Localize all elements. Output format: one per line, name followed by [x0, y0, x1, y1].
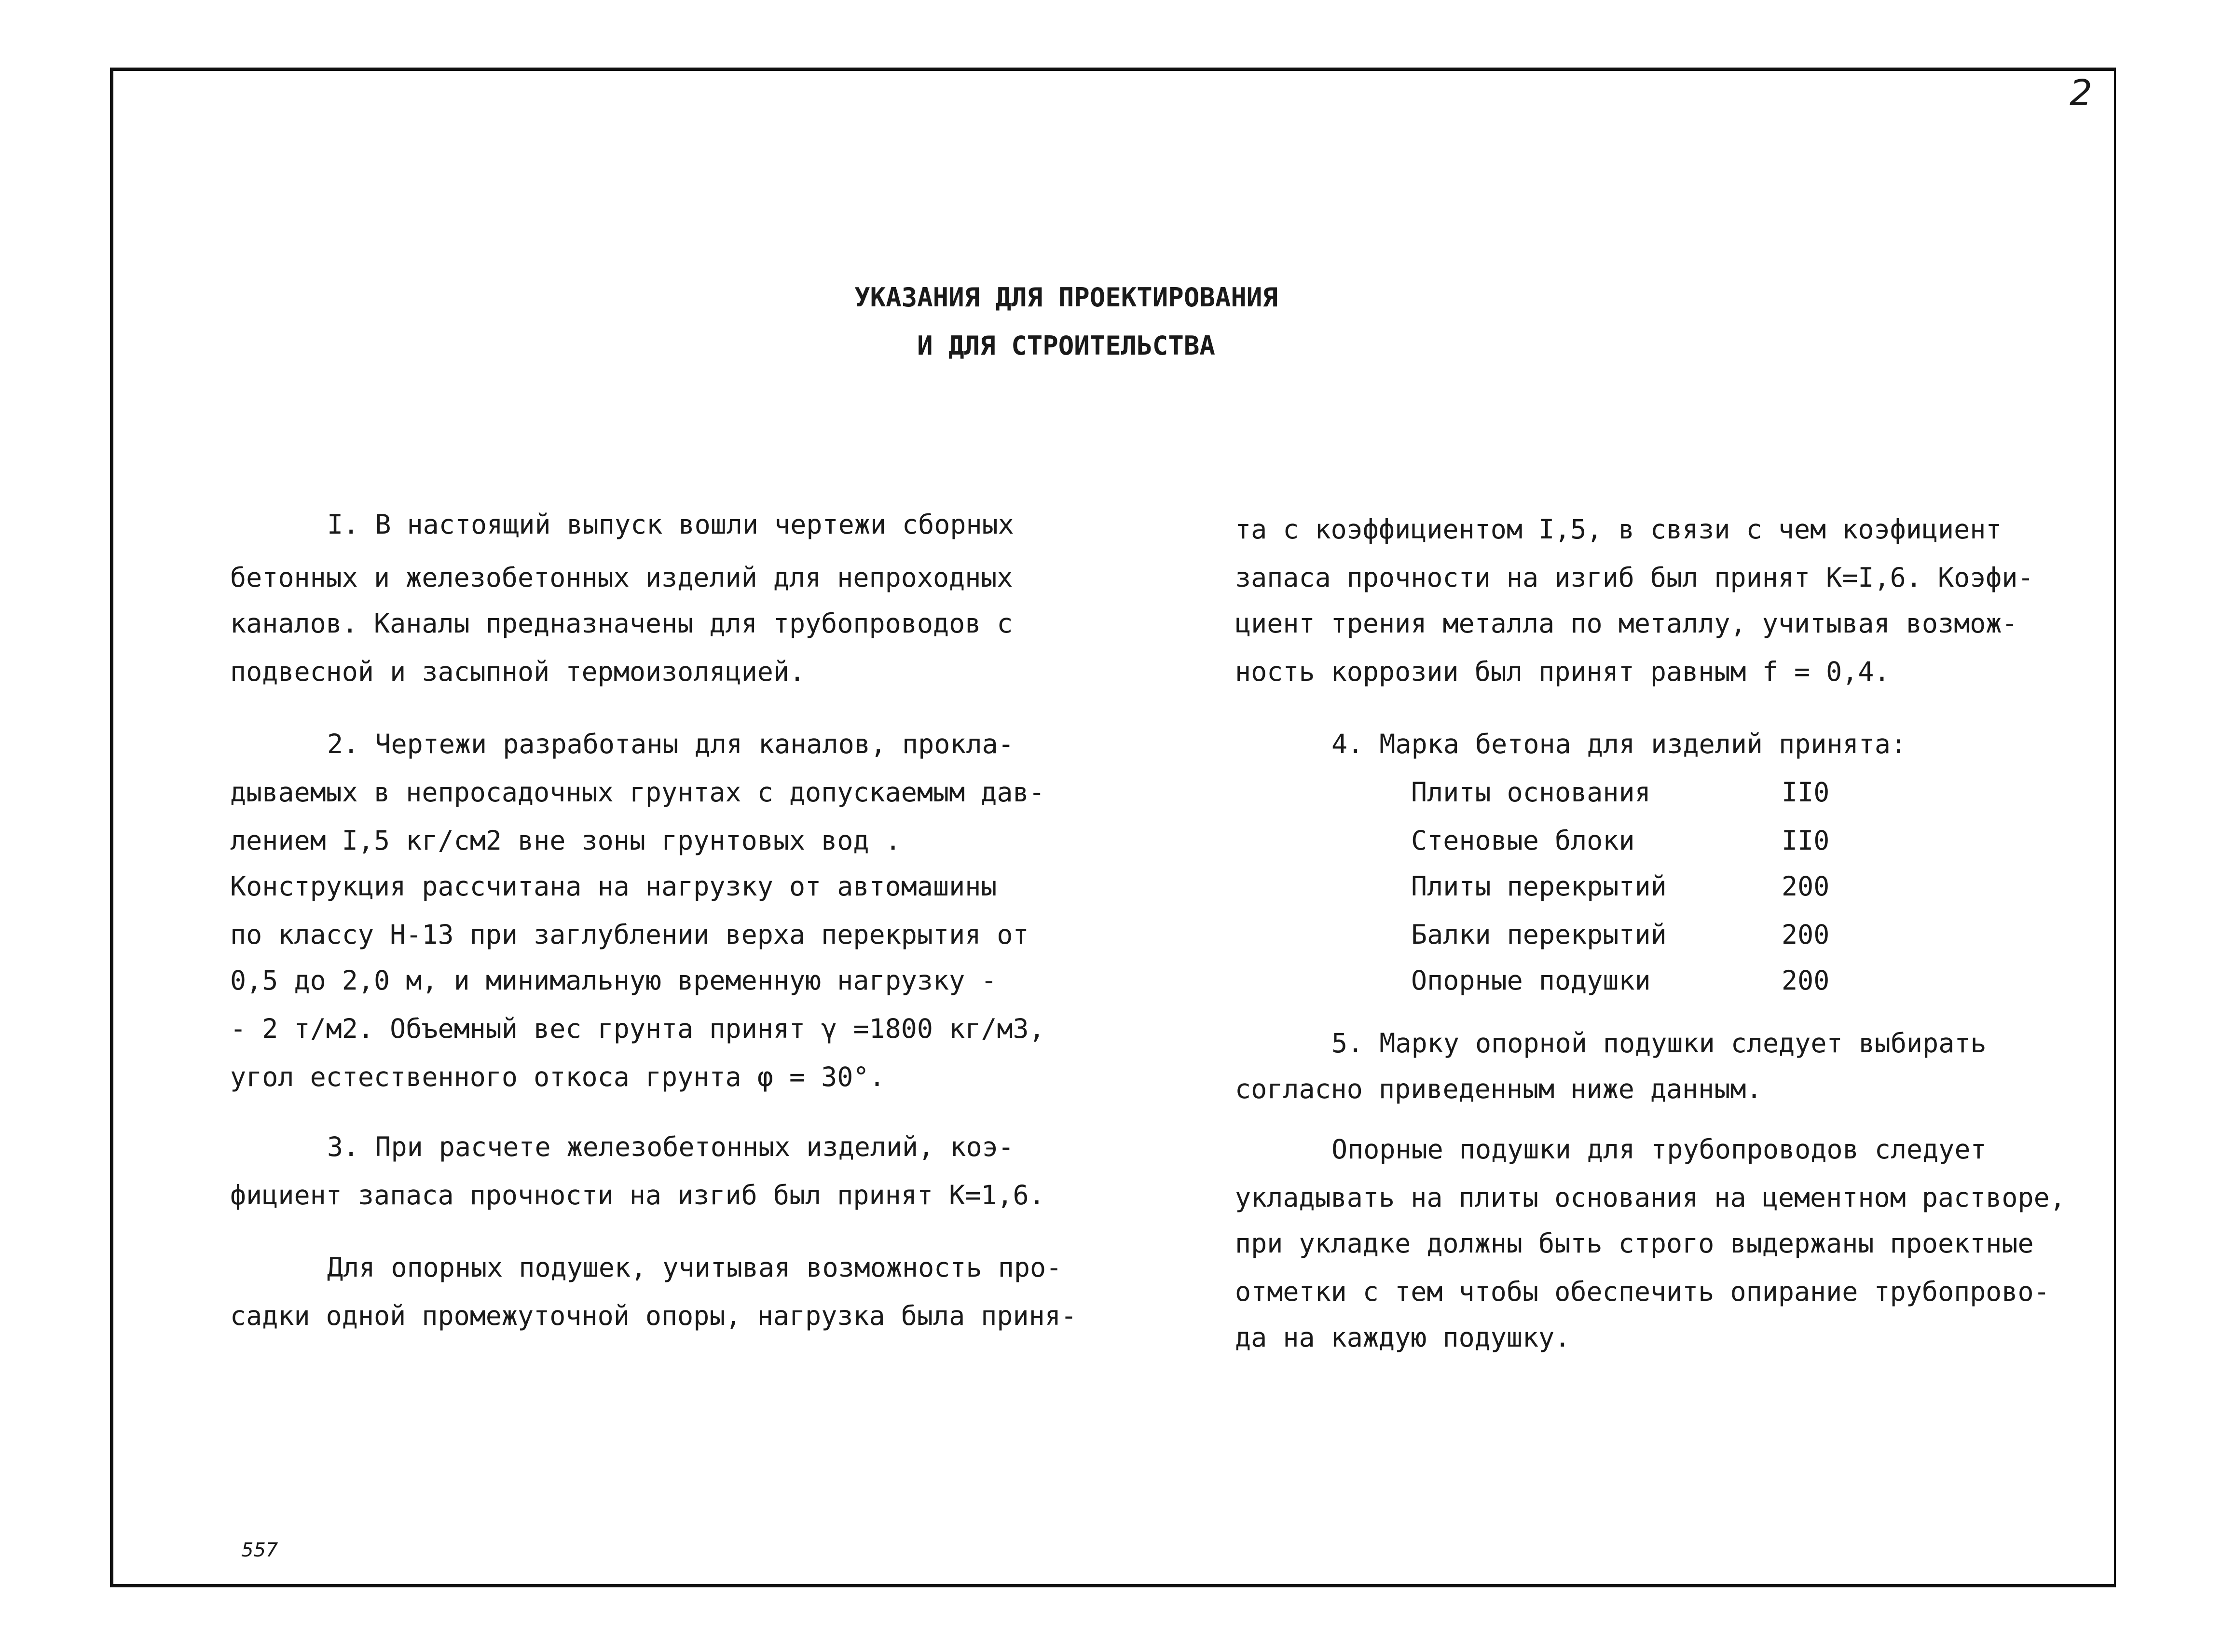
- page-number: 2: [2070, 72, 2093, 114]
- paragraph-1-line: подвесной и засыпной термоизоляцией.: [230, 656, 806, 687]
- paragraph-6-line: Опорные подушки для трубопроводов следует: [1331, 1134, 1987, 1165]
- paragraph-4-cont-line: циент трения металла по металлу, учитывая возмож-: [1235, 608, 2018, 639]
- paragraph-2-line: 2. Чертежи разработаны для каналов, прокла-: [327, 729, 1014, 759]
- paragraph-6-line: при укладке должны быть строго выдержаны проектные: [1235, 1228, 2034, 1259]
- document-title-line-1: УКАЗАНИЯ ДЛЯ ПРОЕКТИРОВАНИЯ: [854, 282, 1278, 313]
- paragraph-2-line: по классу Н-13 при заглублении верха перекрытия от: [230, 919, 1029, 950]
- paragraph-5-line: 5. Марку опорной подушки следует выбирать: [1331, 1028, 1987, 1059]
- paragraph-1-line: I. В настоящий выпуск вошли чертежи сборных: [327, 509, 1014, 540]
- paragraph-3-line: фициент запаса прочности на изгиб был принят К=1,6.: [230, 1180, 1045, 1211]
- paragraph-4-cont-line: та с коэффициентом I,5, в связи с чем коэфициент: [1235, 514, 2002, 545]
- concrete-grade-intro: 4. Марка бетона для изделий принята:: [1331, 729, 1907, 759]
- paragraph-4-cont-line: ность коррозии был принят равным f = 0,4.: [1235, 656, 1890, 687]
- paragraph-3-line: 3. При расчете железобетонных изделий, коэ-: [327, 1131, 1014, 1162]
- paragraph-2-line: Конструкция рассчитана на нагрузку от автомашины: [230, 871, 997, 902]
- document-title-line-2: И ДЛЯ СТРОИТЕЛЬСТВА: [917, 330, 1215, 361]
- paragraph-6-line: отметки с тем чтобы обеспечить опирание трубопрово-: [1235, 1276, 2050, 1307]
- material-name: Плиты перекрытий: [1411, 871, 1667, 902]
- paragraph-6-line: да на каждую подушку.: [1235, 1322, 1571, 1353]
- paragraph-1-line: каналов. Каналы предназначены для трубопроводов с: [230, 608, 1013, 639]
- sheet-code: 557: [241, 1539, 278, 1561]
- material-name: Балки перекрытий: [1411, 919, 1667, 950]
- material-name: Стеновые блоки: [1411, 825, 1635, 856]
- paragraph-4-line: Для опорных подушек, учитывая возможность про-: [327, 1252, 1062, 1283]
- paragraph-2-line: угол естественного откоса грунта φ = 30°.: [230, 1061, 885, 1092]
- material-grade: II0: [1782, 825, 1830, 856]
- paragraph-2-line: лением I,5 кг/см2 вне зоны грунтовых вод .: [230, 825, 901, 856]
- paragraph-4-line: садки одной промежуточной опоры, нагрузка была приня-: [230, 1300, 1077, 1331]
- material-name: Опорные подушки: [1411, 965, 1651, 996]
- paragraph-2-line: дываемых в непросадочных грунтах с допускаемым дав-: [230, 777, 1045, 808]
- paragraph-2-line: 0,5 до 2,0 м, и минимальную временную нагрузку -: [230, 965, 997, 996]
- paragraph-2-line: - 2 т/м2. Объемный вес грунта принят γ =1800 кг/м3,: [230, 1013, 1045, 1044]
- paragraph-5-line: согласно приведенным ниже данным.: [1235, 1074, 1762, 1104]
- material-name: Плиты основания: [1411, 777, 1651, 808]
- material-grade: 200: [1782, 919, 1830, 950]
- paragraph-6-line: укладывать на плиты основания на цементном растворе,: [1235, 1182, 2066, 1213]
- paragraph-1-line: бетонных и железобетонных изделий для непроходных: [230, 562, 1013, 593]
- material-grade: 200: [1782, 965, 1830, 996]
- paragraph-4-cont-line: запаса прочности на изгиб был принят К=I,6. Коэфи-: [1235, 562, 2034, 593]
- material-grade: II0: [1782, 777, 1830, 808]
- material-grade: 200: [1782, 871, 1830, 902]
